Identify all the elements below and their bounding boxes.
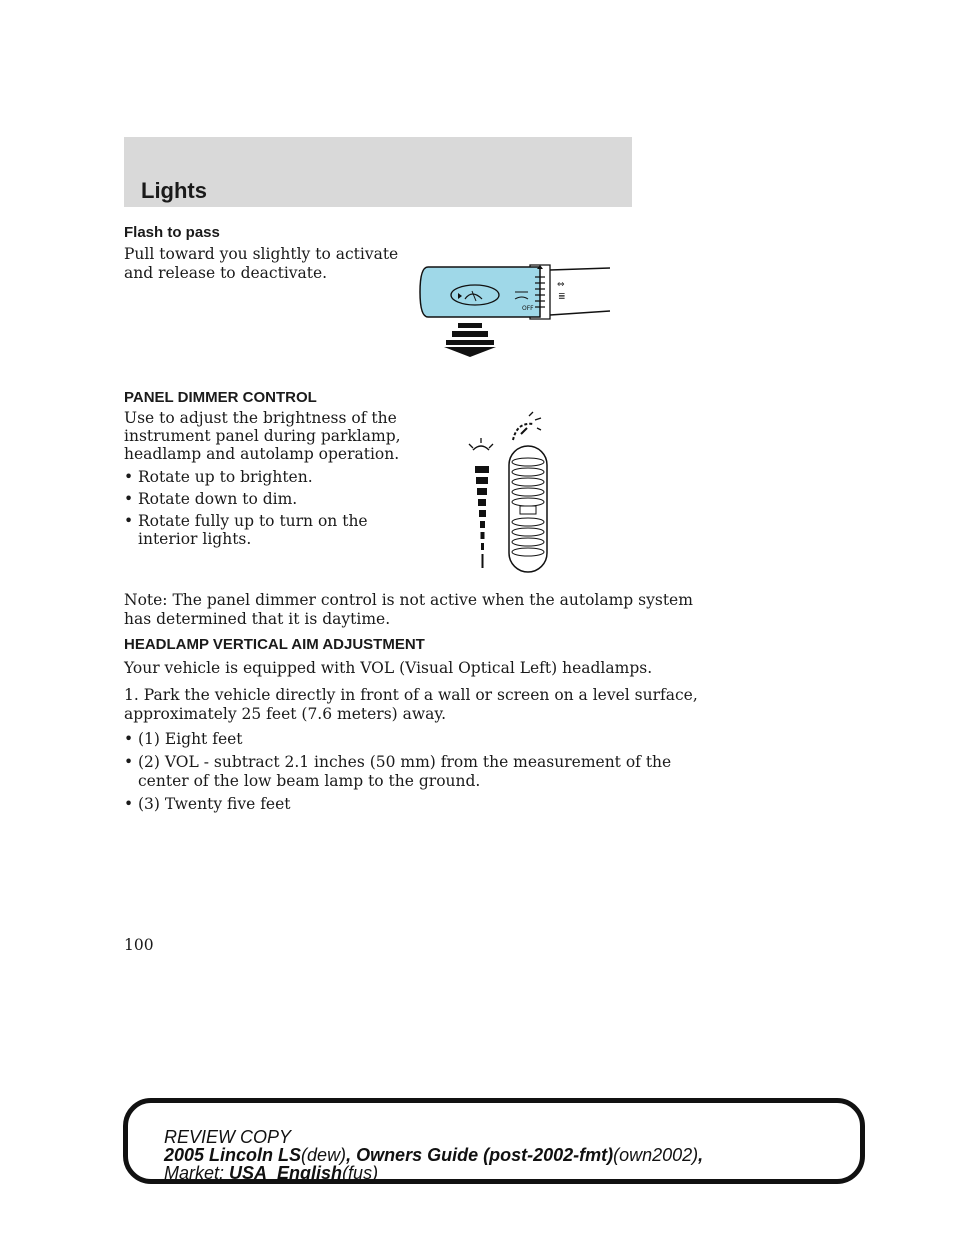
- flash-line-1: Pull toward you slightly to activate: [124, 245, 399, 263]
- svg-text:≣: ≣: [558, 292, 566, 302]
- aim-step1-line-1: 1. Park the vehicle directly in front of a wall or screen on a level surface,: [124, 686, 698, 704]
- dimmer-heading: PANEL DIMMER CONTROL: [124, 389, 317, 406]
- flash-line-2: and release to deactivate.: [124, 264, 328, 282]
- section-title: Lights: [141, 178, 207, 203]
- flash-heading: Flash to pass: [124, 224, 220, 241]
- footer-review-copy: REVIEW COPY: [164, 1127, 292, 1147]
- page-number: 100: [124, 936, 154, 954]
- stalk-off-label: OFF: [522, 305, 534, 312]
- footer-market-line: Market: USA_English(fus): [164, 1163, 379, 1183]
- dimmer-intro-3: headlamp and autolamp operation.: [124, 445, 400, 463]
- dimmer-note-2: has determined that it is daytime.: [124, 610, 391, 628]
- dimmer-intro-2: instrument panel during parklamp,: [124, 427, 401, 445]
- dimmer-note-1: Note: The panel dimmer control is not active when the autolamp system: [124, 591, 693, 609]
- aim-intro: Your vehicle is equipped with VOL (Visual Optical Left) headlamps.: [124, 659, 653, 677]
- panel-dimmer-illustration: [455, 410, 565, 575]
- svg-text:⇔: ⇔: [557, 280, 565, 290]
- aim-step1-line-2: approximately 25 feet (7.6 meters) away.: [124, 705, 447, 723]
- multifunction-stalk-illustration: [410, 255, 620, 360]
- footer-document-line: 2005 Lincoln LS(dew), Owners Guide (post-2002-fmt)(own2002),: [164, 1145, 704, 1165]
- aim-heading: HEADLAMP VERTICAL AIM ADJUSTMENT: [124, 636, 425, 653]
- dimmer-intro-1: Use to adjust the brightness of the: [124, 409, 397, 427]
